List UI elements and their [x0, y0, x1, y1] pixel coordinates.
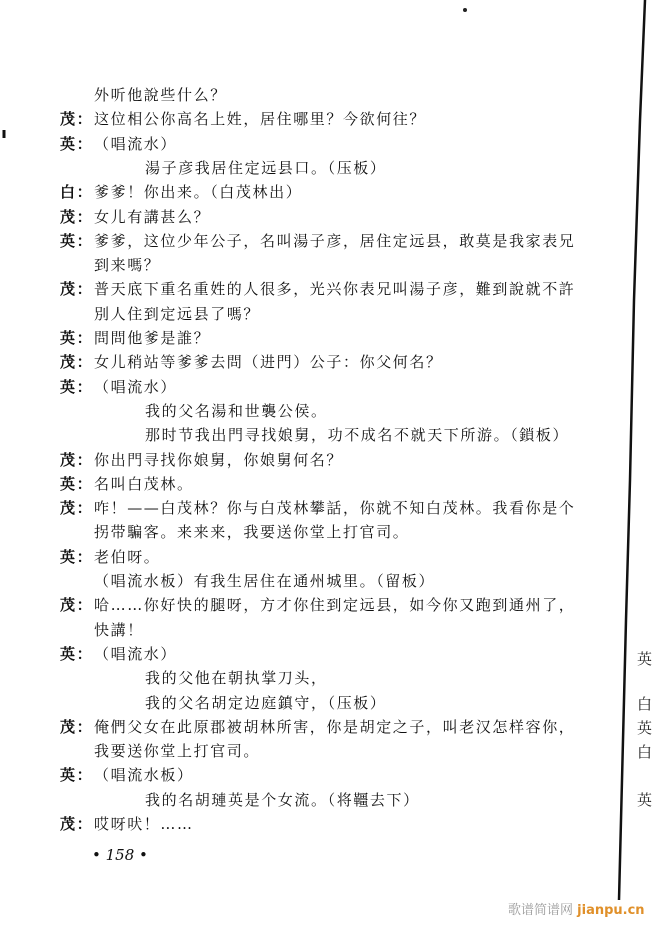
- line-text: 女儿有講甚么？: [94, 207, 211, 226]
- line-text: 我的名胡璉英是个女流。（将韁去下）: [145, 790, 420, 809]
- line-text: 女儿稍站等爹爹去問（进門）公子：你父何名？: [94, 353, 443, 372]
- line-text: （唱流水板）: [94, 766, 194, 785]
- speaker-label: 英：: [60, 547, 94, 566]
- line-text: 別人住到定远县了嗎？: [94, 304, 261, 323]
- speaker-label: 茂：: [60, 110, 94, 129]
- line-text: 拐带騙客。来来来，我要送你堂上打官司。: [94, 523, 410, 542]
- line-text: 普天底下重名重姓的人很多，光兴你表兄叫湯子彦，難到說就不許: [94, 280, 576, 299]
- line-text: 到来嗎？: [94, 256, 161, 275]
- bleed-character: 英: [637, 791, 653, 809]
- speaker-label: 茂：: [60, 717, 94, 736]
- line-text: 这位相公你高名上姓，居住哪里？今欲何往？: [94, 110, 427, 129]
- speaker-label: 英：: [60, 134, 94, 153]
- speaker-label: 英：: [60, 766, 94, 785]
- line-text: 我的父名湯和世襲公侯。: [145, 401, 328, 420]
- watermark-site-name: 歌谱简谱网: [508, 903, 574, 918]
- line-text: （唱流水）: [94, 134, 178, 153]
- speaker-label: 茂：: [60, 280, 94, 299]
- speaker-label: 茂：: [60, 596, 94, 615]
- speaker-label: 茂：: [60, 499, 94, 518]
- bleed-character: 英: [637, 719, 653, 737]
- line-text: 哈……你好快的腿呀，方才你住到定远县，如今你又跑到通州了，: [94, 596, 576, 615]
- speaker-label: 茂：: [60, 815, 94, 833]
- line-text: 老伯呀。: [94, 547, 161, 566]
- line-text: 我的父他在朝执掌刀头，: [145, 669, 328, 688]
- line-text: 我要送你堂上打官司。: [94, 742, 261, 761]
- line-text: 外听他說些什么？: [94, 86, 227, 104]
- watermark-domain: jianpu.cn: [577, 903, 645, 918]
- watermark: [508, 899, 645, 918]
- line-text: （唱流水板）有我生居住在通州城里。（留板）: [94, 572, 436, 590]
- bleed-character: 英: [637, 650, 653, 668]
- line-text: 快講！: [94, 620, 144, 639]
- line-text: （唱流水）: [94, 644, 178, 663]
- line-text: 湯子彦我居住定远县口。（压板）: [145, 158, 387, 177]
- speaker-label: 白：: [60, 183, 94, 202]
- speaker-label: 英：: [60, 231, 94, 250]
- line-text: （唱流水）: [94, 377, 178, 396]
- line-text: 名叫白茂林。: [94, 474, 194, 493]
- line-text: 那时节我出門寻找娘舅，功不成名不就天下所游。（鎖板）: [145, 426, 570, 445]
- speaker-label: 英：: [60, 377, 94, 396]
- speaker-label: 英：: [60, 474, 94, 493]
- speaker-label: 英：: [60, 644, 94, 663]
- line-text: 俺們父女在此原郡被胡林所害，你是胡定之子，叫老汉怎样容你，: [94, 717, 576, 736]
- speaker-label: 茂：: [60, 207, 94, 226]
- line-text: 問問他爹是誰？: [94, 329, 211, 347]
- page-number: • 158 •: [92, 846, 148, 864]
- bleed-character: 白: [637, 743, 653, 761]
- speaker-label: 英：: [60, 329, 94, 347]
- bleed-character: 白: [637, 695, 653, 713]
- line-text: 咋！——白茂林？你与白茂林攀話，你就不知白茂林。我看你是个: [94, 499, 576, 518]
- speaker-label: 茂：: [60, 450, 94, 469]
- line-text: 爹爹！你出来。（白茂林出）: [94, 183, 303, 202]
- line-text: 爹爹，这位少年公子，名叫湯子彦，居住定远县，敢莫是我家表兄: [94, 231, 576, 250]
- line-text: 你出門寻找你娘舅，你娘舅何名？: [94, 450, 344, 469]
- line-text: 哎呀吠！……: [94, 815, 194, 833]
- line-text: 我的父名胡定边庭鎮守，（压板）: [145, 693, 387, 712]
- speaker-label: 茂：: [60, 353, 94, 372]
